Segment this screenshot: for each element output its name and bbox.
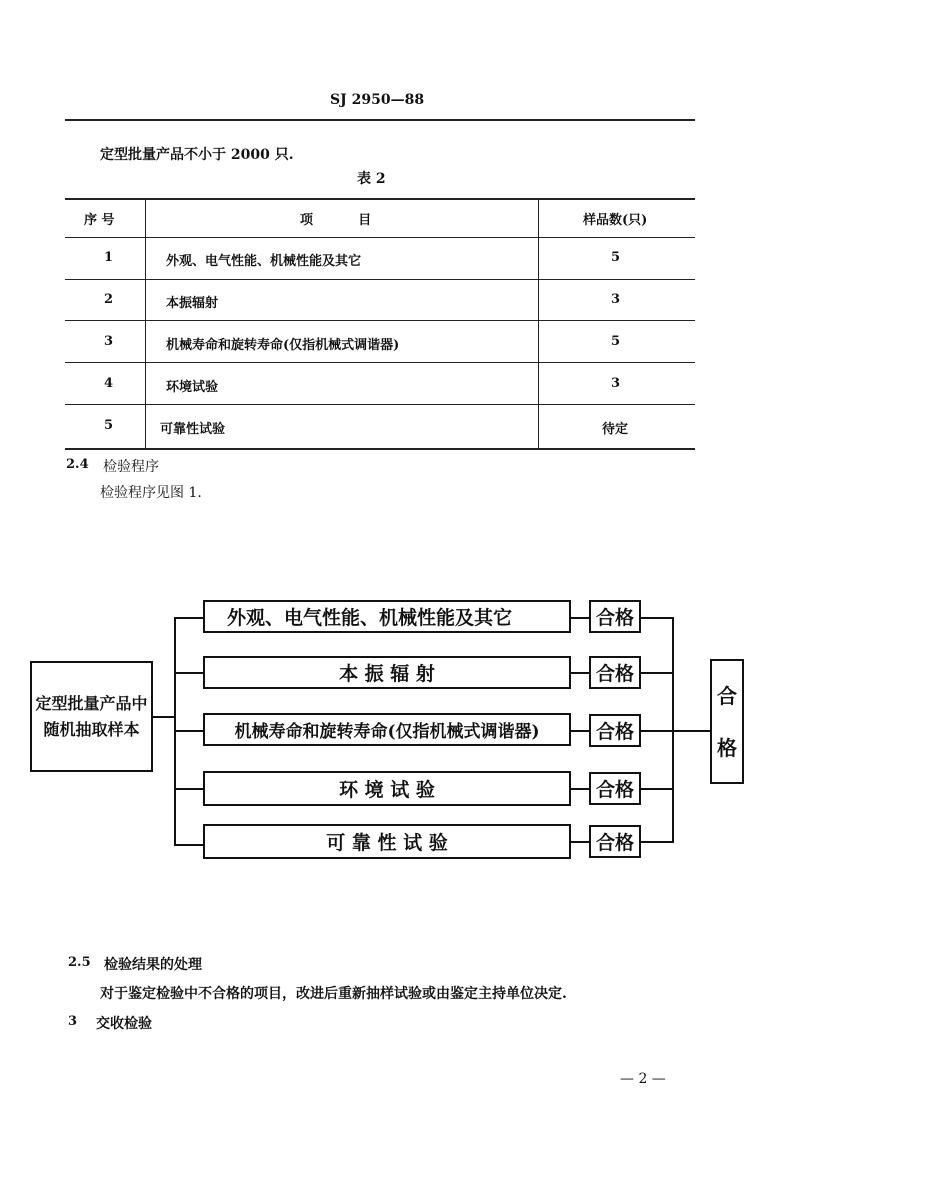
- connector: [571, 672, 590, 674]
- arrow: [174, 730, 204, 732]
- row-index: 3: [104, 334, 114, 349]
- source-line: 定型批量产品中: [35, 693, 148, 713]
- header-samples: 样品数(只): [583, 213, 648, 228]
- row-index: 4: [104, 376, 114, 391]
- row-samples: 5: [611, 334, 621, 349]
- arrow: [174, 617, 204, 619]
- connector: [641, 841, 673, 843]
- arrow: [174, 672, 204, 674]
- connector: [641, 617, 673, 619]
- connector: [641, 672, 673, 674]
- connector: [672, 617, 674, 843]
- test-box: 环 境 试 验: [203, 771, 571, 806]
- pass-box: 合格: [589, 825, 641, 858]
- final-char: 合: [717, 683, 737, 708]
- arrow: [174, 844, 204, 846]
- pass-box: 合格: [589, 656, 641, 689]
- section-2-4-text: 检验程序见图 1.: [100, 485, 202, 501]
- pass-box: 合格: [589, 772, 641, 805]
- final-char: 格: [717, 735, 737, 760]
- connector: [641, 788, 673, 790]
- section-3-title: 交收检验: [96, 1016, 152, 1032]
- row-index: 1: [104, 250, 114, 265]
- intro-text: 定型批量产品不小于 2000 只.: [100, 147, 294, 163]
- section-2-4-title: 检验程序: [103, 459, 159, 475]
- connector: [153, 716, 175, 718]
- section-2-5-number: 2.5: [68, 955, 91, 970]
- source-line: 随机抽取样本: [43, 719, 140, 739]
- section-2-5-text: 对于鉴定检验中不合格的项目，改进后重新抽样试验或由鉴定主持单位决定.: [100, 986, 567, 1002]
- row-index: 2: [104, 292, 114, 307]
- test-box: 可 靠 性 试 验: [203, 824, 571, 859]
- table-rule: [65, 320, 695, 321]
- row-item: 环境试验: [166, 380, 219, 395]
- table-col-rule: [538, 198, 539, 450]
- connector: [571, 788, 590, 790]
- row-samples: 3: [611, 292, 621, 307]
- row-samples: 待定: [602, 422, 629, 437]
- arrow: [641, 730, 711, 732]
- page-number: — 2 —: [620, 1071, 666, 1087]
- row-samples: 5: [611, 250, 621, 265]
- table-rule: [65, 448, 695, 450]
- arrow: [174, 788, 204, 790]
- row-item: 可靠性试验: [160, 422, 226, 437]
- table-rule: [65, 198, 695, 200]
- table-rule: [65, 237, 695, 238]
- row-index: 5: [104, 418, 114, 433]
- test-box: 外观、电气性能、机械性能及其它: [203, 600, 571, 633]
- pass-box: 合格: [589, 600, 641, 633]
- table-rule: [65, 362, 695, 363]
- test-box: 机械寿命和旋转寿命(仅指机械式调谐器): [203, 713, 571, 746]
- section-3-number: 3: [68, 1014, 78, 1029]
- row-item: 机械寿命和旋转寿命(仅指机械式调谐器): [166, 338, 400, 353]
- test-box: 本 振 辐 射: [203, 656, 571, 689]
- row-item: 本振辐射: [166, 296, 219, 311]
- table-col-rule: [145, 198, 146, 450]
- row-item: 外观、电气性能、机械性能及其它: [166, 254, 362, 269]
- header-rule: [65, 119, 695, 121]
- connector: [571, 617, 590, 619]
- pass-box: 合格: [589, 714, 641, 747]
- connector: [571, 841, 590, 843]
- table-caption: 表 2: [357, 171, 386, 187]
- row-samples: 3: [611, 376, 621, 391]
- header-item: 项 目: [300, 213, 372, 228]
- section-2-4-number: 2.4: [66, 457, 89, 472]
- table-rule: [65, 279, 695, 280]
- final-pass-box: [710, 659, 744, 784]
- connector: [571, 730, 590, 732]
- header-index: 序 号: [84, 213, 115, 228]
- source-box: [30, 661, 153, 772]
- standard-number: SJ 2950—88: [330, 92, 425, 108]
- table-rule: [65, 404, 695, 405]
- section-2-5-title: 检验结果的处理: [104, 957, 202, 973]
